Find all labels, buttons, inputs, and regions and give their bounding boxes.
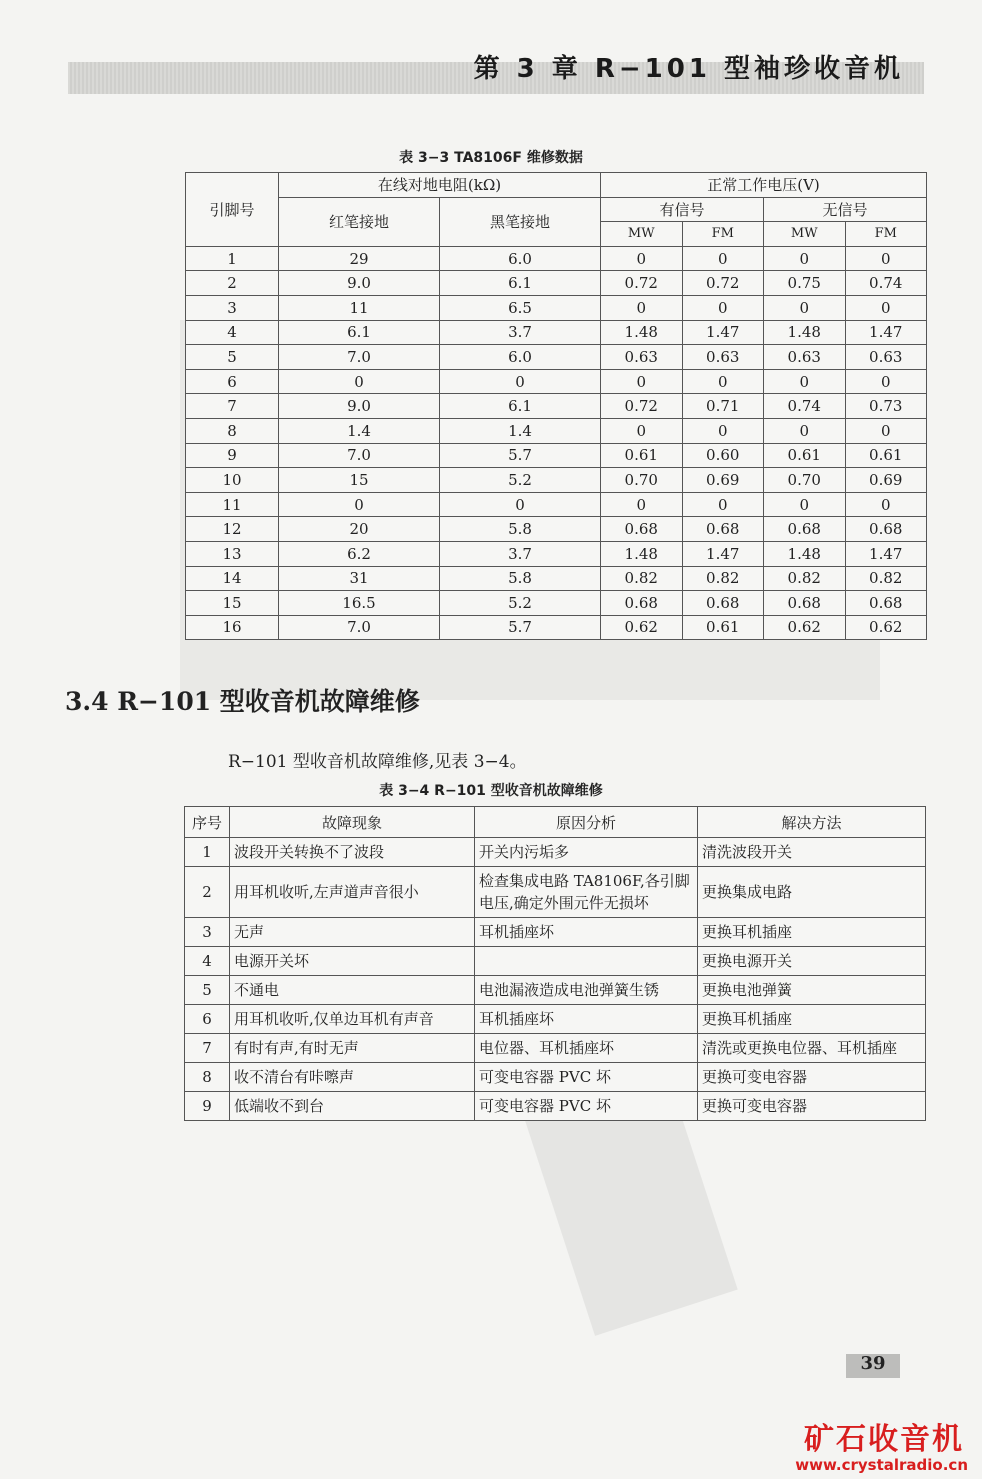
table-cell: 4	[185, 947, 230, 976]
table-cell: 0	[764, 295, 846, 320]
table-cell: 0.62	[764, 615, 846, 640]
table-cell: 更换可变电容器	[698, 1063, 926, 1092]
table-3-4	[184, 806, 926, 1121]
table-cell: 清洗波段开关	[698, 838, 926, 867]
table-cell: 1.47	[682, 541, 764, 566]
table-cell: 更换耳机插座	[698, 1005, 926, 1034]
table-cell: 0.63	[845, 345, 927, 370]
table-cell: 开关内污垢多	[475, 838, 698, 867]
table-cell: 6.5	[440, 295, 601, 320]
table-cell: 9	[186, 443, 279, 468]
table-row	[186, 468, 927, 493]
table-cell: 1.47	[845, 541, 927, 566]
table-cell: 0.72	[601, 394, 683, 419]
header-red: 红笔接地	[279, 197, 440, 246]
table-3-3	[185, 172, 927, 640]
table-cell: 14	[186, 566, 279, 591]
table-row	[185, 1034, 926, 1063]
table-cell: 1.48	[601, 541, 683, 566]
table-row	[186, 271, 927, 296]
table-cell: 5.2	[440, 468, 601, 493]
table-cell: 10	[186, 468, 279, 493]
table-row	[185, 976, 926, 1005]
table-cell: 0	[601, 295, 683, 320]
table-cell: 更换电池弹簧	[698, 976, 926, 1005]
header-resistance: 在线对地电阻(kΩ)	[279, 173, 601, 198]
table-row	[185, 1005, 926, 1034]
table-cell: 0.61	[601, 443, 683, 468]
table-cell: 可变电容器 PVC 坏	[475, 1092, 698, 1121]
table-cell: 6.0	[440, 246, 601, 271]
table-cell: 0	[682, 418, 764, 443]
table-cell: 更换可变电容器	[698, 1092, 926, 1121]
table-row	[186, 369, 927, 394]
table-cell: 0.61	[845, 443, 927, 468]
table-cell: 7.0	[279, 443, 440, 468]
watermark-url: www.crystalradio.cn	[795, 1456, 968, 1474]
header-black: 黑笔接地	[440, 197, 601, 246]
table-cell: 0.60	[682, 443, 764, 468]
table-cell: 16	[186, 615, 279, 640]
table-cell: 6	[185, 1005, 230, 1034]
table-cell: 0	[682, 369, 764, 394]
table-cell: 7	[185, 1034, 230, 1063]
table-cell: 11	[186, 492, 279, 517]
table-cell: 0.72	[682, 271, 764, 296]
header-nosignal: 无信号	[764, 197, 927, 222]
table-cell: 用耳机收听,仅单边耳机有声音	[230, 1005, 475, 1034]
table-cell: 更换耳机插座	[698, 918, 926, 947]
table-cell: 8	[186, 418, 279, 443]
table-cell: 20	[279, 517, 440, 542]
table-cell: 6.1	[440, 394, 601, 419]
table-row	[185, 838, 926, 867]
table-cell: 0.74	[845, 271, 927, 296]
table-cell: 0.75	[764, 271, 846, 296]
table-cell: 0	[845, 492, 927, 517]
table-cell: 0	[764, 246, 846, 271]
table-row	[186, 246, 927, 271]
table-cell: 0.68	[682, 591, 764, 616]
header-seq: 序号	[185, 807, 230, 838]
table-cell: 0.68	[845, 591, 927, 616]
table-cell: 0.68	[764, 591, 846, 616]
table-cell: 0	[601, 246, 683, 271]
table-cell: 0	[601, 418, 683, 443]
table-cell: 0.62	[601, 615, 683, 640]
header-signal: 有信号	[601, 197, 764, 222]
table-row	[185, 947, 926, 976]
table-cell: 0	[764, 418, 846, 443]
table-cell: 0.63	[764, 345, 846, 370]
table-cell: 0	[764, 369, 846, 394]
table-cell: 0.68	[601, 517, 683, 542]
header-pin: 引脚号	[186, 173, 279, 247]
table-cell: 0.68	[601, 591, 683, 616]
table-cell: 0.61	[764, 443, 846, 468]
table-cell: 3	[185, 918, 230, 947]
table-cell: 可变电容器 PVC 坏	[475, 1063, 698, 1092]
table-cell: 0	[764, 492, 846, 517]
table-cell: 0	[440, 492, 601, 517]
table-cell: 0.63	[682, 345, 764, 370]
table-cell: 0.68	[682, 517, 764, 542]
header-solution: 解决方法	[698, 807, 926, 838]
table-cell: 29	[279, 246, 440, 271]
table-cell: 6.0	[440, 345, 601, 370]
header-fm: FM	[845, 222, 927, 247]
table-cell: 低端收不到台	[230, 1092, 475, 1121]
table-cell: 6.2	[279, 541, 440, 566]
section-title: 3.4 R−101 型收音机故障维修	[65, 687, 420, 716]
header-mw: MW	[764, 222, 846, 247]
table-cell: 5	[185, 976, 230, 1005]
table-cell: 检查集成电路 TA8106F,各引脚电压,确定外围元件无损坏	[475, 867, 698, 918]
table-cell: 0.61	[682, 615, 764, 640]
table-cell: 0	[845, 418, 927, 443]
table-row	[186, 492, 927, 517]
table-cell: 清洗或更换电位器、耳机插座	[698, 1034, 926, 1063]
table-cell: 7	[186, 394, 279, 419]
table-cell: 6	[186, 369, 279, 394]
table-cell: 6.1	[440, 271, 601, 296]
table-row	[186, 615, 927, 640]
table-row	[186, 541, 927, 566]
table-cell: 1.4	[440, 418, 601, 443]
table-cell: 0	[682, 295, 764, 320]
table-cell: 用耳机收听,左声道声音很小	[230, 867, 475, 918]
table-cell: 有时有声,有时无声	[230, 1034, 475, 1063]
table-cell: 6.1	[279, 320, 440, 345]
table-cell	[475, 947, 698, 976]
table-cell: 8	[185, 1063, 230, 1092]
table-cell: 5	[186, 345, 279, 370]
table-cell: 0	[845, 246, 927, 271]
table-cell: 3	[186, 295, 279, 320]
table-cell: 7.0	[279, 345, 440, 370]
table-row	[186, 517, 927, 542]
table-cell: 5.7	[440, 443, 601, 468]
table-cell: 0.68	[764, 517, 846, 542]
table-cell: 0.63	[601, 345, 683, 370]
table-cell: 0	[279, 492, 440, 517]
table-cell: 0	[845, 295, 927, 320]
table-row	[185, 867, 926, 918]
table-cell: 9.0	[279, 271, 440, 296]
table-row	[186, 394, 927, 419]
table-cell: 1.47	[845, 320, 927, 345]
table-cell: 5.2	[440, 591, 601, 616]
table-cell: 电位器、耳机插座坏	[475, 1034, 698, 1063]
table-cell: 0	[682, 492, 764, 517]
table-cell: 0.62	[845, 615, 927, 640]
table-row	[186, 566, 927, 591]
table-cell: 0.71	[682, 394, 764, 419]
table-cell: 无声	[230, 918, 475, 947]
table-cell: 1.48	[764, 541, 846, 566]
table-cell: 0	[440, 369, 601, 394]
table-cell: 0.73	[845, 394, 927, 419]
table-3-3-caption: 表 3−3 TA8106F 维修数据	[399, 150, 583, 166]
table-cell: 0.82	[601, 566, 683, 591]
header-fm: FM	[682, 222, 764, 247]
table-cell: 13	[186, 541, 279, 566]
header-voltage: 正常工作电压(V)	[601, 173, 927, 198]
table-cell: 0.72	[601, 271, 683, 296]
table-cell: 电池漏液造成电池弹簧生锈	[475, 976, 698, 1005]
table-cell: 波段开关转换不了波段	[230, 838, 475, 867]
table-cell: 0.82	[764, 566, 846, 591]
table-cell: 收不清台有咔嚓声	[230, 1063, 475, 1092]
table-cell: 2	[186, 271, 279, 296]
table-cell: 5.8	[440, 566, 601, 591]
table-cell: 1.48	[764, 320, 846, 345]
table-cell: 0.74	[764, 394, 846, 419]
chapter-title: 第 3 章 R−101 型袖珍收音机	[473, 54, 904, 84]
table-cell: 1	[186, 246, 279, 271]
table-cell: 4	[186, 320, 279, 345]
table-row	[186, 345, 927, 370]
table-cell: 0	[601, 369, 683, 394]
table-cell: 15	[279, 468, 440, 493]
table-cell: 1	[185, 838, 230, 867]
table-row	[186, 443, 927, 468]
table-cell: 3.7	[440, 541, 601, 566]
table-cell: 0.70	[764, 468, 846, 493]
table-cell: 耳机插座坏	[475, 918, 698, 947]
header-cause: 原因分析	[475, 807, 698, 838]
table-cell: 0	[845, 369, 927, 394]
table-cell: 电源开关坏	[230, 947, 475, 976]
table-cell: 0.69	[845, 468, 927, 493]
table-cell: 0.70	[601, 468, 683, 493]
table-row	[186, 295, 927, 320]
table-cell: 不通电	[230, 976, 475, 1005]
table-cell: 7.0	[279, 615, 440, 640]
table-cell: 9.0	[279, 394, 440, 419]
table-cell: 12	[186, 517, 279, 542]
table-cell: 5.8	[440, 517, 601, 542]
table-cell: 11	[279, 295, 440, 320]
table-cell: 2	[185, 867, 230, 918]
table-row	[186, 320, 927, 345]
header-symptom: 故障现象	[230, 807, 475, 838]
table-row	[185, 1063, 926, 1092]
watermark-text: 矿石收音机	[804, 1422, 964, 1457]
table-row	[185, 1092, 926, 1121]
table-cell: 9	[185, 1092, 230, 1121]
section-paragraph: R−101 型收音机故障维修,见表 3−4。	[228, 752, 527, 772]
table-cell: 0	[601, 492, 683, 517]
table-cell: 31	[279, 566, 440, 591]
table-cell: 更换电源开关	[698, 947, 926, 976]
table-cell: 16.5	[279, 591, 440, 616]
table-cell: 1.47	[682, 320, 764, 345]
table-cell: 0	[682, 246, 764, 271]
table-3-4-caption: 表 3−4 R−101 型收音机故障维修	[379, 783, 603, 799]
table-cell: 0.69	[682, 468, 764, 493]
table-cell: 0.68	[845, 517, 927, 542]
table-cell: 15	[186, 591, 279, 616]
header-mw: MW	[601, 222, 683, 247]
table-cell: 1.48	[601, 320, 683, 345]
table-cell: 0.82	[682, 566, 764, 591]
table-row	[185, 918, 926, 947]
table-cell: 5.7	[440, 615, 601, 640]
table-cell: 更换集成电路	[698, 867, 926, 918]
table-cell: 耳机插座坏	[475, 1005, 698, 1034]
table-cell: 1.4	[279, 418, 440, 443]
table-row	[186, 418, 927, 443]
table-cell: 0.82	[845, 566, 927, 591]
table-cell: 0	[279, 369, 440, 394]
table-row	[186, 591, 927, 616]
page-number: 39	[860, 1353, 886, 1374]
table-cell: 3.7	[440, 320, 601, 345]
